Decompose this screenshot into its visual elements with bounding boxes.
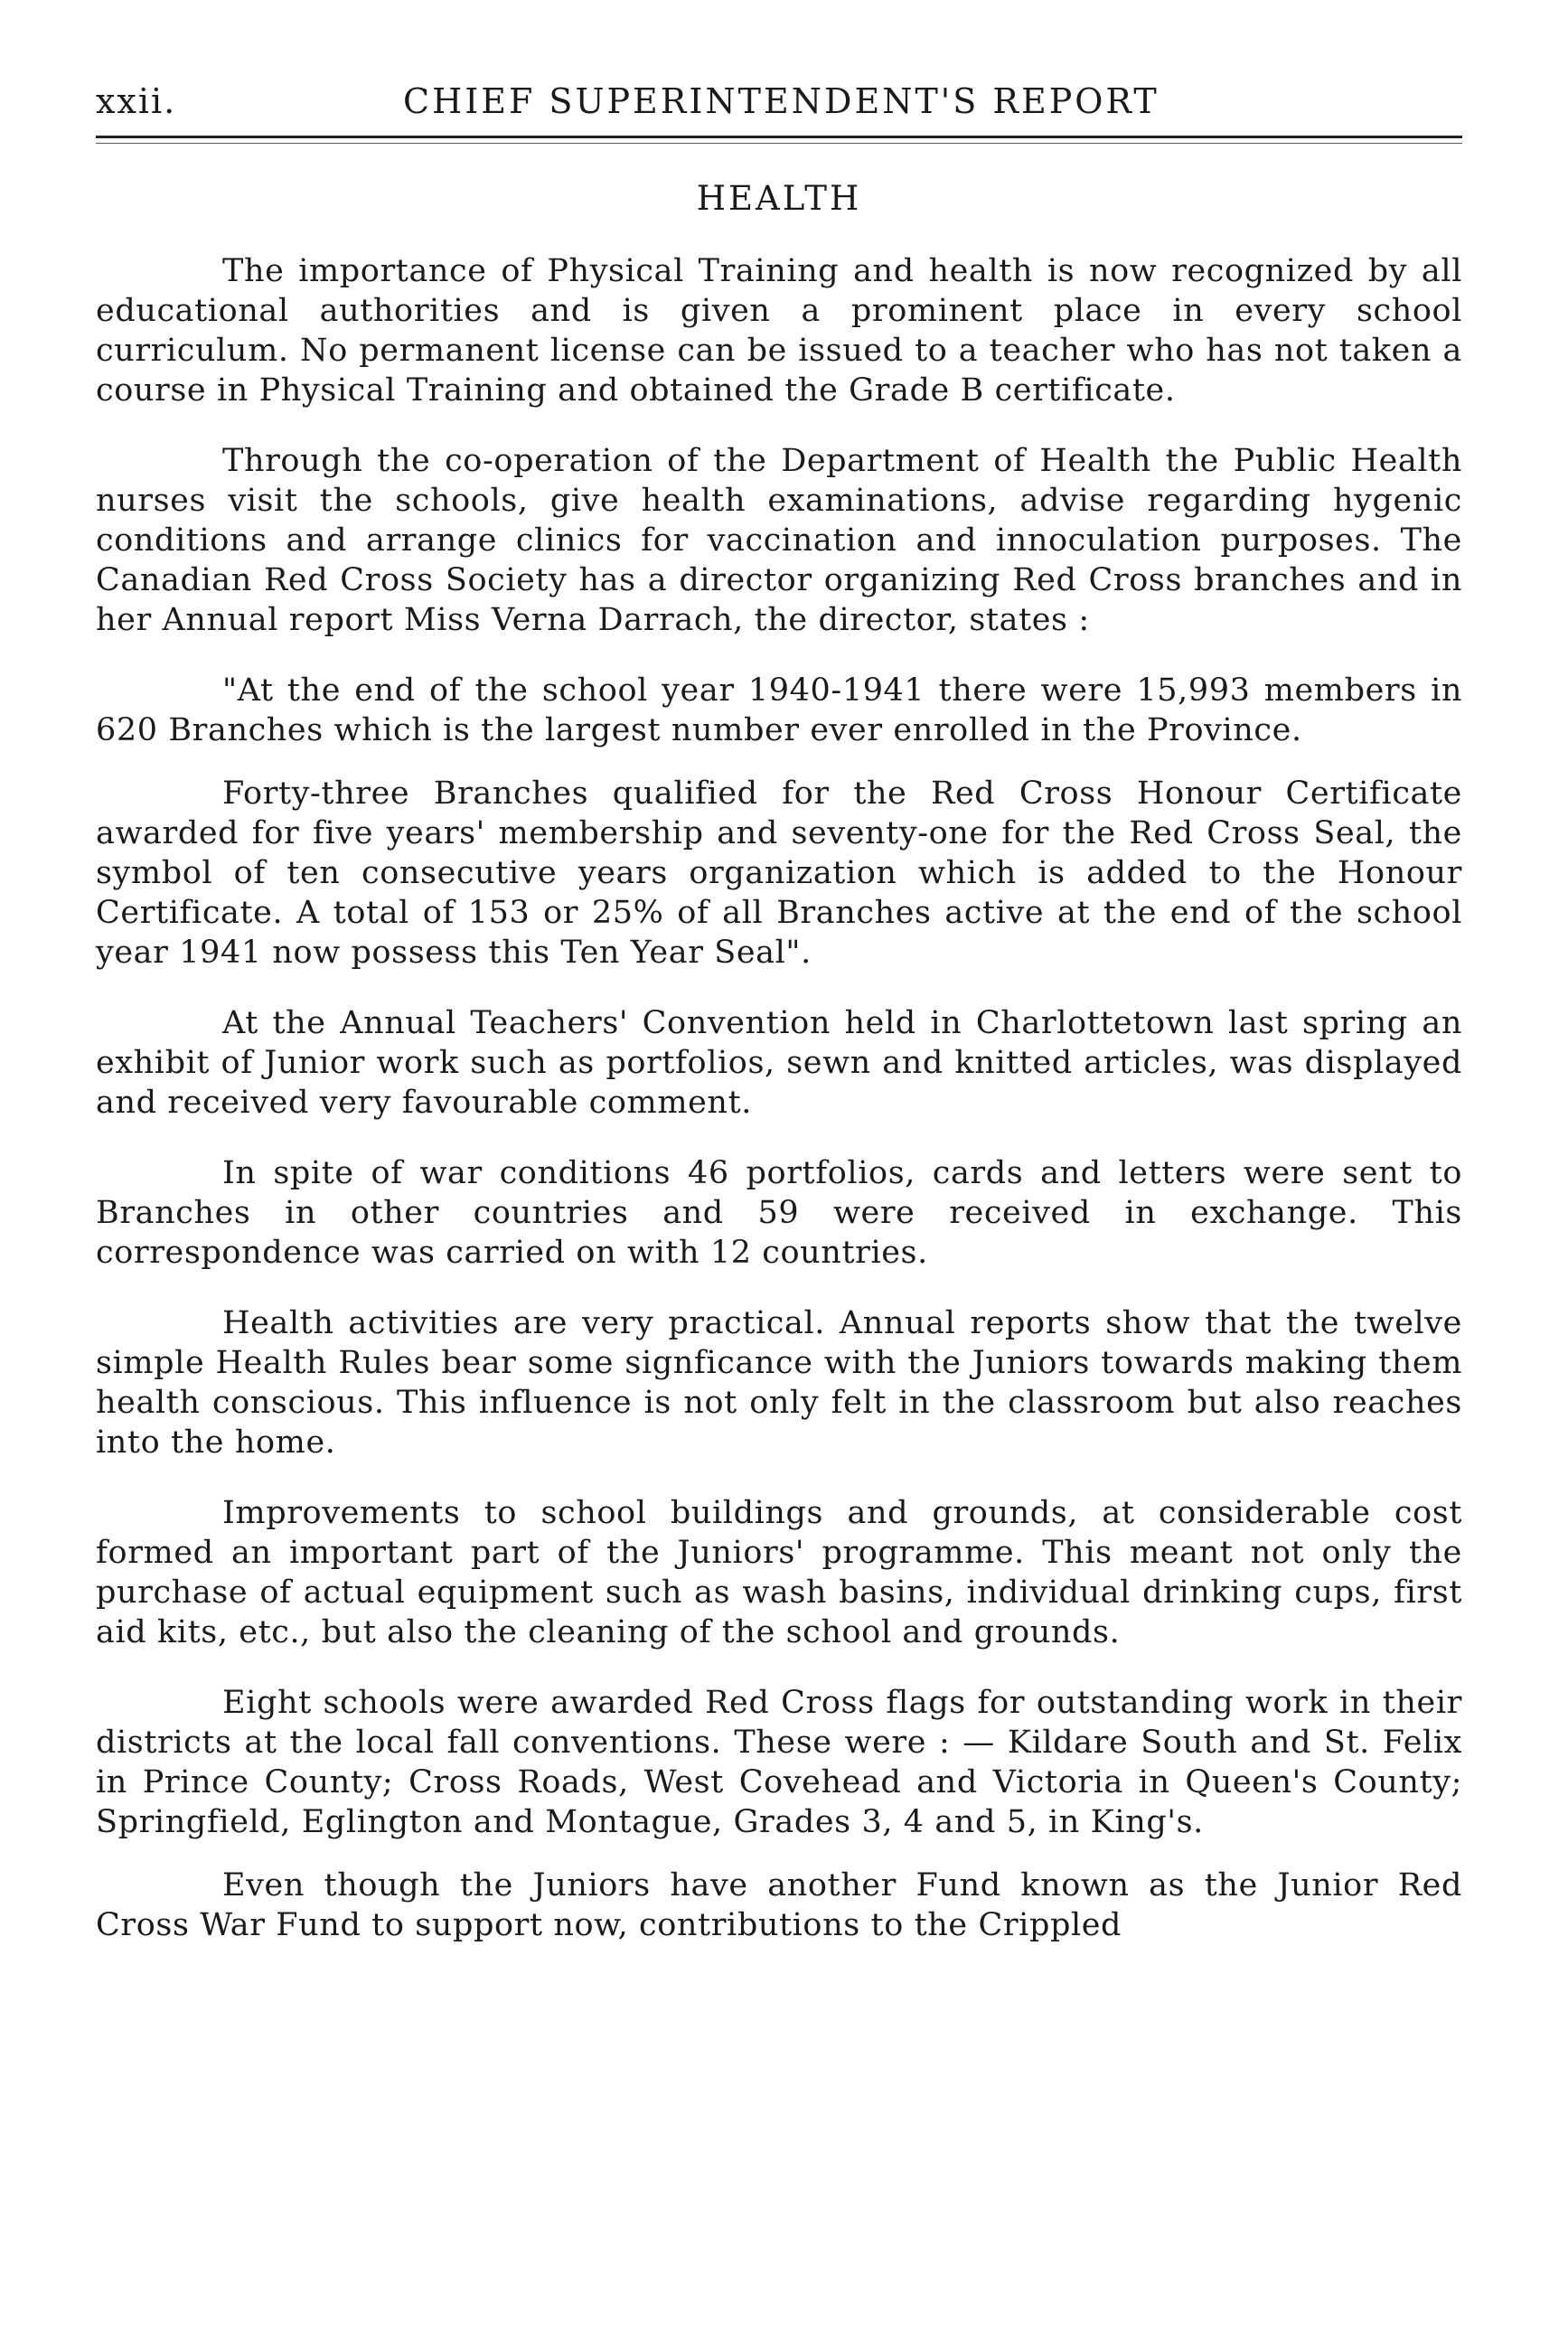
paragraph: Health activities are very practical. Annual reports show that the twelve simple Health Rules bear some signficance with the Juniors towards making them health conscious. This influence is not only felt in the classroom but also reaches into the home.	[96, 1305, 1462, 1461]
page-number: xxii.	[96, 81, 177, 121]
section-heading: HEALTH	[696, 179, 862, 218]
paragraph: Improvements to school buildings and grounds, at considerable cost formed an important part of the Juniors' programme. This meant not only the purchase of actual equipment such as wash basins, individual drinking cups, first aid kits, etc., but also the cleaning of the school and grounds.	[96, 1495, 1462, 1650]
paragraph: In spite of war conditions 46 portfolios, cards and letters were sent to Branches in other countries and 59 were received in exchange. This correspondence was carried on with 12 countries.	[96, 1155, 1462, 1271]
paragraph: Through the co-operation of the Department of Health the Public Health nurses visit the schools, give health examinations, advise regarding hygenic conditions and arrange clinics for vaccination and innoculation purposes. The Canadian Red Cross Society has a director organizing Red Cross branches and in her Annual report Miss Verna Darrach, the director, states :	[96, 443, 1462, 638]
header-rule-thin	[96, 143, 1462, 144]
paragraph: The importance of Physical Training and health is now recognized by all educational authorities and is given a prominent place in every school curriculum. No permanent license can be issued to a teacher who has not taken a course in Physical Training and obtained the Grade B certificate.	[96, 253, 1462, 409]
paragraph: Even though the Juniors have another Fund known as the Junior Red Cross War Fund to support now, contributions to the Crippled	[96, 1867, 1462, 1943]
header-rule	[96, 136, 1462, 138]
running-head	[96, 74, 1464, 128]
paragraph: At the Annual Teachers' Convention held in Charlottetown last spring an exhibit of Junior work such as portfolios, sewn and knitted articles, was displayed and received very favourable comment.	[96, 1005, 1462, 1121]
body-text	[96, 251, 1462, 1976]
paragraph: Eight schools were awarded Red Cross flags for outstanding work in their districts at the local fall conventions. These were : — Kildare South and St. Felix in Prince County; Cross Roads, West Covehead and Victoria in Queen's County; Springfield, Eglington and Montague, Grades 3, 4 and 5, in King's.	[96, 1685, 1462, 1840]
quoted-paragraph: "At the end of the school year 1940-1941 there were 15,993 members in 620 Branches which is the largest number ever enrolled in the Province.	[96, 672, 1462, 748]
running-title: CHIEF SUPERINTENDENT'S REPORT	[403, 81, 1160, 121]
quoted-paragraph: Forty-three Branches qualified for the Red Cross Honour Certificate awarded for five years' membership and seventy-one for the Red Cross Seal, the symbol of ten consecutive years organization which is added to the Honour Certificate. A total of 153 or 25% of all Branches active at the end of the school year 1941 now possess this Ten Year Seal".	[96, 776, 1462, 971]
